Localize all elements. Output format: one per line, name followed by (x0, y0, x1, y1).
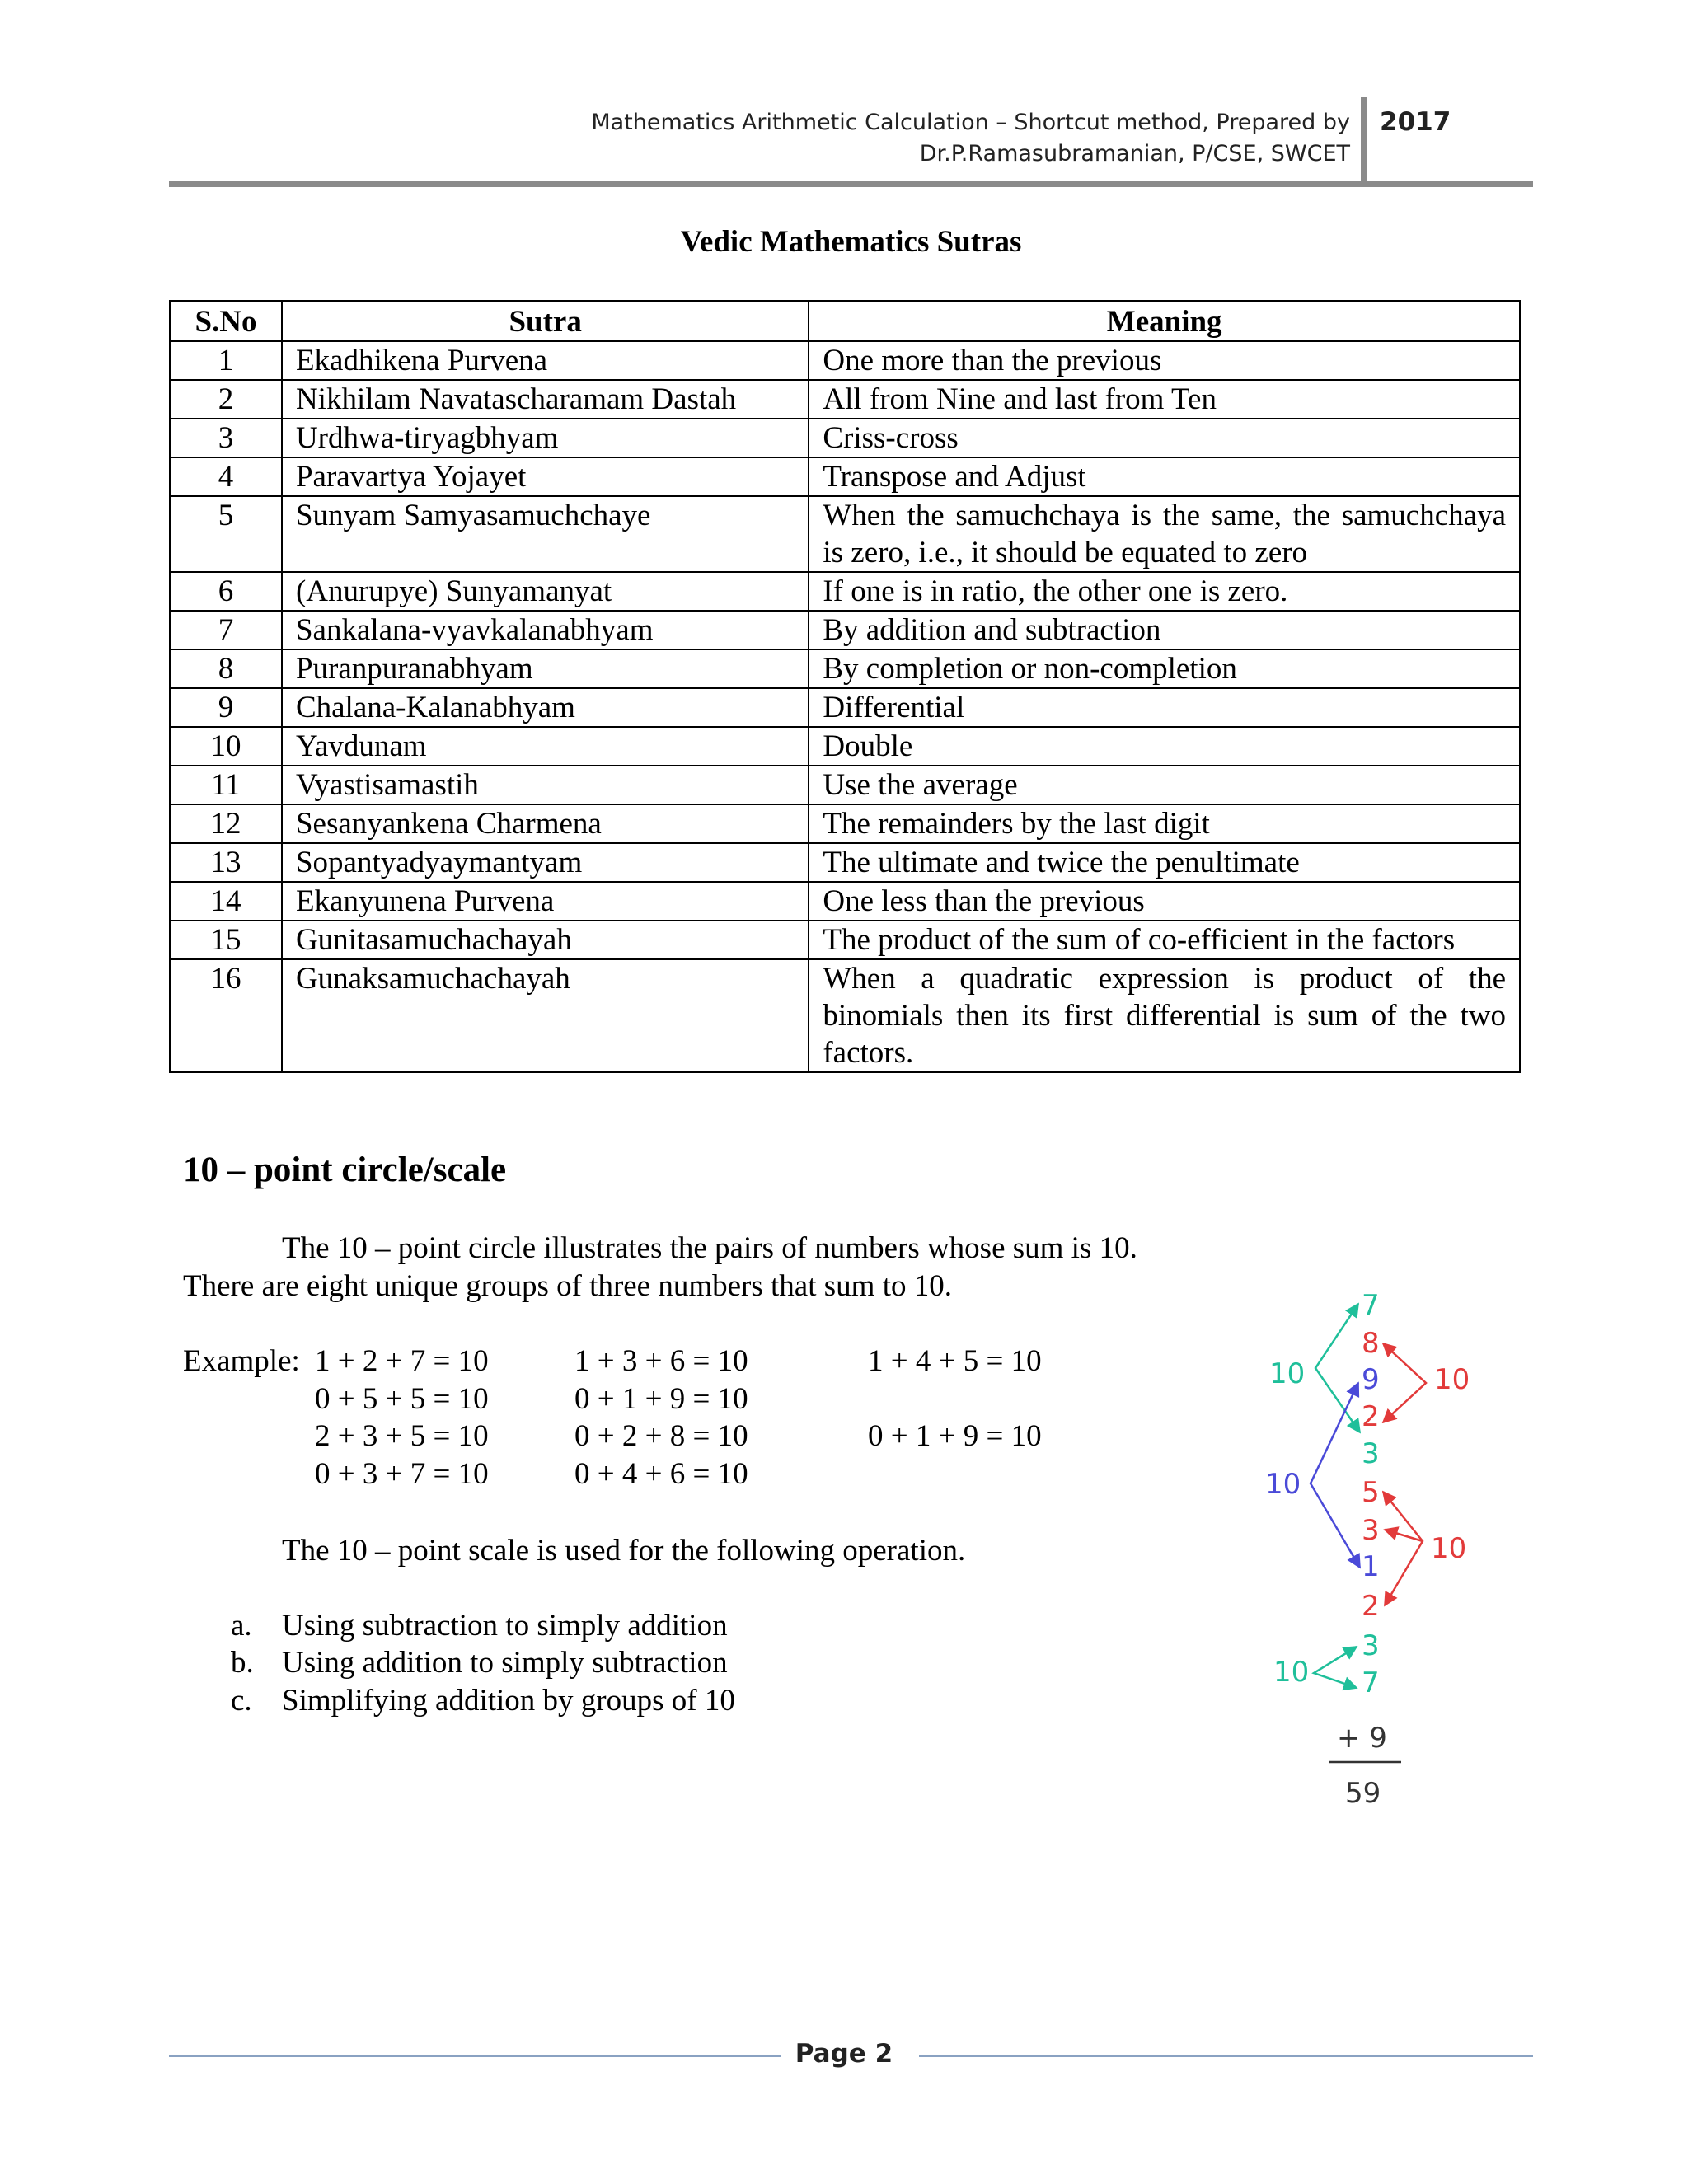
intro-line-2: There are eight unique groups of three numbers that sum to 10. (183, 1269, 952, 1303)
digit-5: 5 (1362, 1476, 1380, 1509)
ten-label-teal-2: 10 (1273, 1656, 1310, 1689)
intro-line-1: The 10 – point circle illustrates the pairs of numbers whose sum is 10. (282, 1231, 1137, 1265)
row-meaning: If one is in ratio, the other one is zero. (809, 572, 1520, 611)
row-meaning: All from Nine and last from Ten (809, 380, 1520, 419)
arrow-8-2 (1383, 1343, 1426, 1422)
section-heading: 10 – point circle/scale (183, 1151, 507, 1189)
row-meaning: Use the average (809, 766, 1520, 804)
row-meaning: The remainders by the last digit (809, 804, 1520, 843)
row-meaning: One more than the previous (809, 341, 1520, 380)
table-row (170, 843, 1520, 882)
header-sno: S.No (170, 301, 282, 341)
digit-2b: 2 (1362, 1590, 1380, 1623)
row-sno: 14 (170, 882, 282, 921)
example-c3-r1: 1 + 4 + 5 = 10 (868, 1344, 1042, 1378)
row-sutra: Puranpuranabhyam (282, 649, 809, 688)
digit-9: 9 (1362, 1363, 1380, 1396)
header-year: 2017 (1380, 107, 1451, 137)
row-sno: 5 (170, 496, 282, 572)
row-meaning: Differential (809, 688, 1520, 727)
list-letter-a: a. (231, 1609, 252, 1643)
row-sno: 10 (170, 727, 282, 766)
list-item-c: Simplifying addition by groups of 10 (282, 1684, 735, 1718)
arrow-5-2 (1383, 1492, 1423, 1605)
digit-1: 1 (1362, 1550, 1380, 1583)
row-sutra: Sunyam Samyasamuchchaye (282, 496, 809, 572)
page-title: Vedic Mathematics Sutras (680, 225, 1022, 259)
row-sno: 8 (170, 649, 282, 688)
row-sno: 12 (170, 804, 282, 843)
table-row (170, 496, 1520, 572)
ten-point-scale-diagram (1236, 1286, 1517, 1830)
row-sno: 15 (170, 921, 282, 959)
row-meaning: By addition and subtraction (809, 611, 1520, 649)
row-sutra: Paravartya Yojayet (282, 457, 809, 496)
row-sutra: Chalana-Kalanabhyam (282, 688, 809, 727)
digit-2: 2 (1362, 1400, 1380, 1433)
row-sno: 9 (170, 688, 282, 727)
scale-text: The 10 – point scale is used for the following operation. (282, 1534, 966, 1568)
table-row (170, 572, 1520, 611)
sum-total: 59 (1345, 1777, 1381, 1810)
list-letter-b: b. (231, 1646, 254, 1680)
row-sutra: Nikhilam Navatascharamam Dastah (282, 380, 809, 419)
row-sno: 13 (170, 843, 282, 882)
row-meaning: The product of the sum of co-efficient in the factors (809, 921, 1520, 959)
example-c2-r2: 0 + 1 + 9 = 10 (574, 1382, 748, 1416)
table-row (170, 959, 1520, 1072)
row-sutra: (Anurupye) Sunyamanyat (282, 572, 809, 611)
table-row (170, 341, 1520, 380)
table-row (170, 457, 1520, 496)
example-c2-r4: 0 + 4 + 6 = 10 (574, 1457, 748, 1491)
row-sutra: Sankalana-vyavkalanabhyam (282, 611, 809, 649)
table-row (170, 921, 1520, 959)
ten-label-teal-1: 10 (1269, 1357, 1306, 1390)
row-meaning: Criss-cross (809, 419, 1520, 457)
header-sutra: Sutra (282, 301, 809, 341)
example-c1-r1: 1 + 2 + 7 = 10 (315, 1344, 489, 1378)
row-sutra: Gunitasamuchachayah (282, 921, 809, 959)
table-row (170, 688, 1520, 727)
row-sutra: Ekanyunena Purvena (282, 882, 809, 921)
row-sno: 6 (170, 572, 282, 611)
row-sno: 7 (170, 611, 282, 649)
row-sutra: Sopantyadyaymantyam (282, 843, 809, 882)
row-sno: 4 (170, 457, 282, 496)
page-number: Page 2 (795, 2039, 893, 2069)
example-c3-r3: 0 + 1 + 9 = 10 (868, 1419, 1042, 1453)
row-meaning: Transpose and Adjust (809, 457, 1520, 496)
row-meaning: One less than the previous (809, 882, 1520, 921)
header-meaning: Meaning (809, 301, 1520, 341)
arrow-3-7 (1314, 1647, 1357, 1688)
table-row (170, 380, 1520, 419)
header-rule (169, 181, 1533, 187)
row-sutra: Urdhwa-tiryagbhyam (282, 419, 809, 457)
arrow-9-1 (1311, 1383, 1360, 1568)
table-row (170, 611, 1520, 649)
list-item-b: Using addition to simply subtraction (282, 1646, 728, 1680)
row-sno: 16 (170, 959, 282, 1072)
row-sutra: Yavdunam (282, 727, 809, 766)
ten-label-red-2: 10 (1431, 1532, 1467, 1565)
row-sutra: Vyastisamastih (282, 766, 809, 804)
sutras-table (169, 300, 1521, 1073)
row-sutra: Ekadhikena Purvena (282, 341, 809, 380)
digit-3: 3 (1362, 1437, 1380, 1470)
digit-8: 8 (1362, 1327, 1380, 1360)
header-line-2: Dr.P.Ramasubramanian, P/CSE, SWCET (919, 141, 1350, 166)
digit-3c: 3 (1362, 1629, 1380, 1662)
arrow-7-3 (1315, 1304, 1360, 1432)
header-line-1: Mathematics Arithmetic Calculation – Shortcut method, Prepared by (591, 110, 1350, 135)
example-c1-r3: 2 + 3 + 5 = 10 (315, 1419, 489, 1453)
row-sutra: Gunaksamuchachayah (282, 959, 809, 1072)
example-label: Example: (183, 1344, 300, 1378)
row-sno: 2 (170, 380, 282, 419)
table-row (170, 804, 1520, 843)
plus-nine: + 9 (1337, 1722, 1387, 1755)
row-sno: 11 (170, 766, 282, 804)
running-header (591, 107, 1350, 170)
row-meaning: Double (809, 727, 1520, 766)
table-row (170, 882, 1520, 921)
table-row (170, 766, 1520, 804)
header-divider (1361, 97, 1367, 185)
row-meaning: When a quadratic expression is product of the binomials then its first differential is sum of the two factors. (809, 959, 1520, 1072)
example-c2-r3: 0 + 2 + 8 = 10 (574, 1419, 748, 1453)
row-sno: 3 (170, 419, 282, 457)
list-letter-c: c. (231, 1684, 252, 1718)
digit-3b: 3 (1362, 1514, 1380, 1547)
row-meaning: When the samuchchaya is the same, the samuchchaya is zero, i.e., it should be equated to zero (809, 496, 1520, 572)
digit-7b: 7 (1362, 1666, 1380, 1699)
row-sutra: Sesanyankena Charmena (282, 804, 809, 843)
example-c2-r1: 1 + 3 + 6 = 10 (574, 1344, 748, 1378)
row-meaning: By completion or non-completion (809, 649, 1520, 688)
table-header-row (170, 301, 1520, 341)
digit-7: 7 (1362, 1289, 1380, 1322)
table-row (170, 419, 1520, 457)
row-meaning: The ultimate and twice the penultimate (809, 843, 1520, 882)
table-row (170, 649, 1520, 688)
list-item-a: Using subtraction to simply addition (282, 1609, 728, 1643)
ten-label-blue: 10 (1265, 1468, 1301, 1501)
ten-label-red-1: 10 (1434, 1363, 1470, 1396)
example-c1-r2: 0 + 5 + 5 = 10 (315, 1382, 489, 1416)
example-c1-r4: 0 + 3 + 7 = 10 (315, 1457, 489, 1491)
table-row (170, 727, 1520, 766)
row-sno: 1 (170, 341, 282, 380)
